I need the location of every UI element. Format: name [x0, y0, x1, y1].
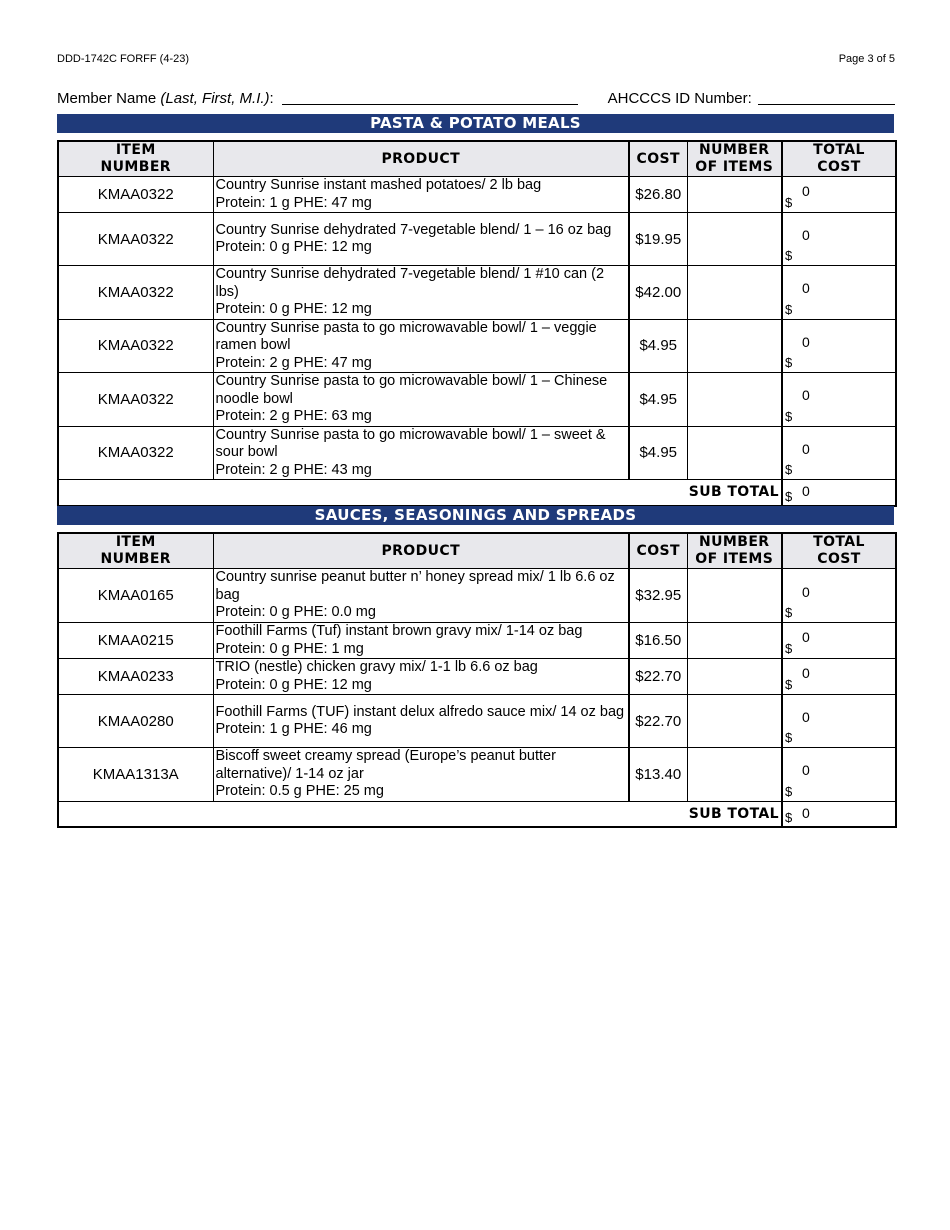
subtotal-row	[58, 801, 896, 827]
number-of-items-input[interactable]	[687, 373, 782, 427]
number-of-items-input[interactable]	[687, 569, 782, 623]
table-row	[58, 426, 896, 480]
number-of-items-input[interactable]	[687, 177, 782, 213]
dollar-sign: $	[785, 641, 793, 656]
col-number-of-items: NUMBER OF ITEMS	[687, 141, 782, 177]
product-nutrition: Protein: 1 g PHE: 47 mg	[215, 194, 372, 211]
table-row	[58, 319, 896, 373]
number-of-items-input[interactable]	[687, 748, 782, 802]
col-item-number: ITEM NUMBER	[58, 533, 213, 569]
table-row	[58, 748, 896, 802]
product-name: Country Sunrise pasta to go microwavable bowl/ 1 – Chinese noodle bowl	[215, 373, 608, 407]
sauces-spreads-table	[57, 532, 897, 828]
number-of-items-input[interactable]	[687, 623, 782, 659]
total-cost-cell	[782, 623, 896, 659]
total-cost-value: 0	[802, 333, 810, 350]
member-name-field[interactable]	[282, 90, 578, 105]
number-of-items-input[interactable]	[687, 266, 782, 320]
unit-cost: $42.00	[629, 266, 687, 320]
product-name: Country Sunrise dehydrated 7-vegetable blend/ 1 – 16 oz bag	[215, 221, 612, 238]
total-cost-value: 0	[802, 227, 810, 243]
total-cost-value: 0	[802, 583, 810, 600]
total-cost-value: 0	[802, 182, 810, 199]
unit-cost: $13.40	[629, 748, 687, 802]
subtotal-row	[58, 480, 896, 506]
dollar-sign: $	[785, 462, 793, 477]
product-nutrition: Protein: 0.5 g PHE: 25 mg	[215, 783, 384, 799]
subtotal-value: 0	[802, 483, 810, 499]
ahcccs-id-label: AHCCCS ID Number:	[607, 90, 752, 107]
product-nutrition: Protein: 2 g PHE: 63 mg	[215, 408, 372, 424]
product-nutrition: Protein: 0 g PHE: 1 mg	[215, 640, 364, 657]
number-of-items-input[interactable]	[687, 319, 782, 373]
product-name: Country Sunrise instant mashed potatoes/ 2 lb bag	[215, 177, 542, 193]
member-name-colon: :	[269, 90, 274, 107]
product-nutrition: Protein: 2 g PHE: 47 mg	[215, 354, 372, 371]
col-product: PRODUCT	[213, 533, 629, 569]
subtotal-cell	[782, 480, 896, 506]
page-number: Page 3 of 5	[838, 53, 895, 65]
unit-cost: $22.70	[629, 659, 687, 695]
dollar-sign: $	[785, 810, 793, 825]
item-number: KMAA0280	[58, 695, 213, 748]
table-row	[58, 659, 896, 695]
item-number: KMAA0322	[58, 373, 213, 427]
dollar-sign: $	[785, 355, 793, 370]
item-number: KMAA0322	[58, 319, 213, 373]
total-cost-value: 0	[802, 280, 810, 297]
item-number: KMAA0233	[58, 659, 213, 695]
unit-cost: $4.95	[629, 319, 687, 373]
item-number: KMAA0322	[58, 266, 213, 320]
product-cell	[213, 695, 629, 748]
unit-cost: $4.95	[629, 426, 687, 480]
member-name-label: Member Name	[57, 90, 161, 107]
col-product: PRODUCT	[213, 141, 629, 177]
product-cell	[213, 623, 629, 659]
item-number: KMAA0165	[58, 569, 213, 623]
total-cost-cell	[782, 177, 896, 213]
table-row	[58, 213, 896, 266]
total-cost-cell	[782, 266, 896, 320]
total-cost-cell	[782, 319, 896, 373]
item-number: KMAA0322	[58, 426, 213, 480]
product-name: Foothill Farms (TUF) instant delux alfredo sauce mix/ 14 oz bag	[215, 703, 625, 720]
item-number: KMAA0322	[58, 213, 213, 266]
dollar-sign: $	[785, 730, 793, 745]
product-cell	[213, 319, 629, 373]
form-code: DDD-1742C FORFF (4-23)	[57, 53, 190, 65]
dollar-sign: $	[785, 301, 793, 317]
product-name: Country Sunrise pasta to go microwavable bowl/ 1 – sweet & sour bowl	[215, 426, 606, 460]
total-cost-value: 0	[802, 440, 810, 457]
member-name-hint: (Last, First, M.I.)	[160, 90, 270, 107]
product-cell	[213, 748, 629, 802]
member-info-line	[57, 90, 895, 110]
pasta-potato-table	[57, 140, 897, 507]
total-cost-value: 0	[802, 664, 810, 681]
section-title-pasta: PASTA & POTATO MEALS	[57, 114, 894, 133]
product-name: Country sunrise peanut butter n’ honey spread mix/ 1 lb 6.6 oz bag	[215, 569, 615, 603]
total-cost-cell	[782, 569, 896, 623]
number-of-items-input[interactable]	[687, 659, 782, 695]
product-cell	[213, 659, 629, 695]
dollar-sign: $	[785, 783, 793, 799]
total-cost-value: 0	[802, 762, 810, 779]
unit-cost: $19.95	[629, 213, 687, 266]
unit-cost: $4.95	[629, 373, 687, 427]
col-total-cost: TOTAL COST	[782, 533, 896, 569]
product-cell	[213, 177, 629, 213]
dollar-sign: $	[785, 408, 793, 424]
table-row	[58, 623, 896, 659]
item-number: KMAA0215	[58, 623, 213, 659]
total-cost-cell	[782, 748, 896, 802]
table-row	[58, 266, 896, 320]
product-nutrition: Protein: 0 g PHE: 12 mg	[215, 676, 372, 693]
product-name: TRIO (nestle) chicken gravy mix/ 1-1 lb 6.6 oz bag	[215, 659, 538, 675]
product-nutrition: Protein: 0 g PHE: 12 mg	[215, 239, 372, 255]
unit-cost: $32.95	[629, 569, 687, 623]
total-cost-cell	[782, 213, 896, 266]
section-title-sauces: SAUCES, SEASONINGS AND SPREADS	[57, 506, 894, 525]
table-row	[58, 569, 896, 623]
total-cost-cell	[782, 426, 896, 480]
total-cost-cell	[782, 373, 896, 427]
col-item-number: ITEM NUMBER	[58, 141, 213, 177]
subtotal-value: 0	[802, 804, 810, 821]
unit-cost: $16.50	[629, 623, 687, 659]
product-cell	[213, 569, 629, 623]
subtotal-label: SUB TOTAL	[58, 480, 782, 506]
subtotal-label: SUB TOTAL	[58, 801, 782, 827]
total-cost-cell	[782, 659, 896, 695]
number-of-items-input[interactable]	[687, 426, 782, 480]
unit-cost: $22.70	[629, 695, 687, 748]
dollar-sign: $	[785, 605, 793, 620]
product-nutrition: Protein: 2 g PHE: 43 mg	[215, 461, 372, 478]
subtotal-cell	[782, 801, 896, 827]
col-cost: COST	[629, 141, 687, 177]
item-number: KMAA1313A	[58, 748, 213, 802]
item-number: KMAA0322	[58, 177, 213, 213]
table-row	[58, 373, 896, 427]
product-name: Foothill Farms (Tuf) instant brown gravy mix/ 1-14 oz bag	[215, 623, 583, 639]
number-of-items-input[interactable]	[687, 213, 782, 266]
product-name: Country Sunrise pasta to go microwavable bowl/ 1 – veggie ramen bowl	[215, 319, 597, 353]
table-row	[58, 177, 896, 213]
number-of-items-input[interactable]	[687, 695, 782, 748]
product-name: Country Sunrise dehydrated 7-vegetable blend/ 1 #10 can (2 lbs)	[215, 266, 605, 300]
total-cost-value: 0	[802, 628, 810, 645]
ahcccs-id-field[interactable]	[758, 90, 895, 105]
total-cost-value: 0	[802, 709, 810, 725]
product-name: Biscoff sweet creamy spread (Europe’s peanut butter alternative)/ 1-14 oz jar	[215, 748, 556, 782]
table-row	[58, 695, 896, 748]
dollar-sign: $	[785, 248, 793, 263]
product-nutrition: Protein: 0 g PHE: 12 mg	[215, 301, 372, 317]
col-total-cost: TOTAL COST	[782, 141, 896, 177]
product-cell	[213, 213, 629, 266]
col-number-of-items: NUMBER OF ITEMS	[687, 533, 782, 569]
total-cost-value: 0	[802, 387, 810, 404]
dollar-sign: $	[785, 677, 793, 692]
product-nutrition: Protein: 1 g PHE: 46 mg	[215, 721, 372, 737]
product-cell	[213, 266, 629, 320]
dollar-sign: $	[785, 488, 793, 504]
total-cost-cell	[782, 695, 896, 748]
unit-cost: $26.80	[629, 177, 687, 213]
col-cost: COST	[629, 533, 687, 569]
product-nutrition: Protein: 0 g PHE: 0.0 mg	[215, 604, 376, 621]
dollar-sign: $	[785, 195, 793, 210]
product-cell	[213, 426, 629, 480]
product-cell	[213, 373, 629, 427]
